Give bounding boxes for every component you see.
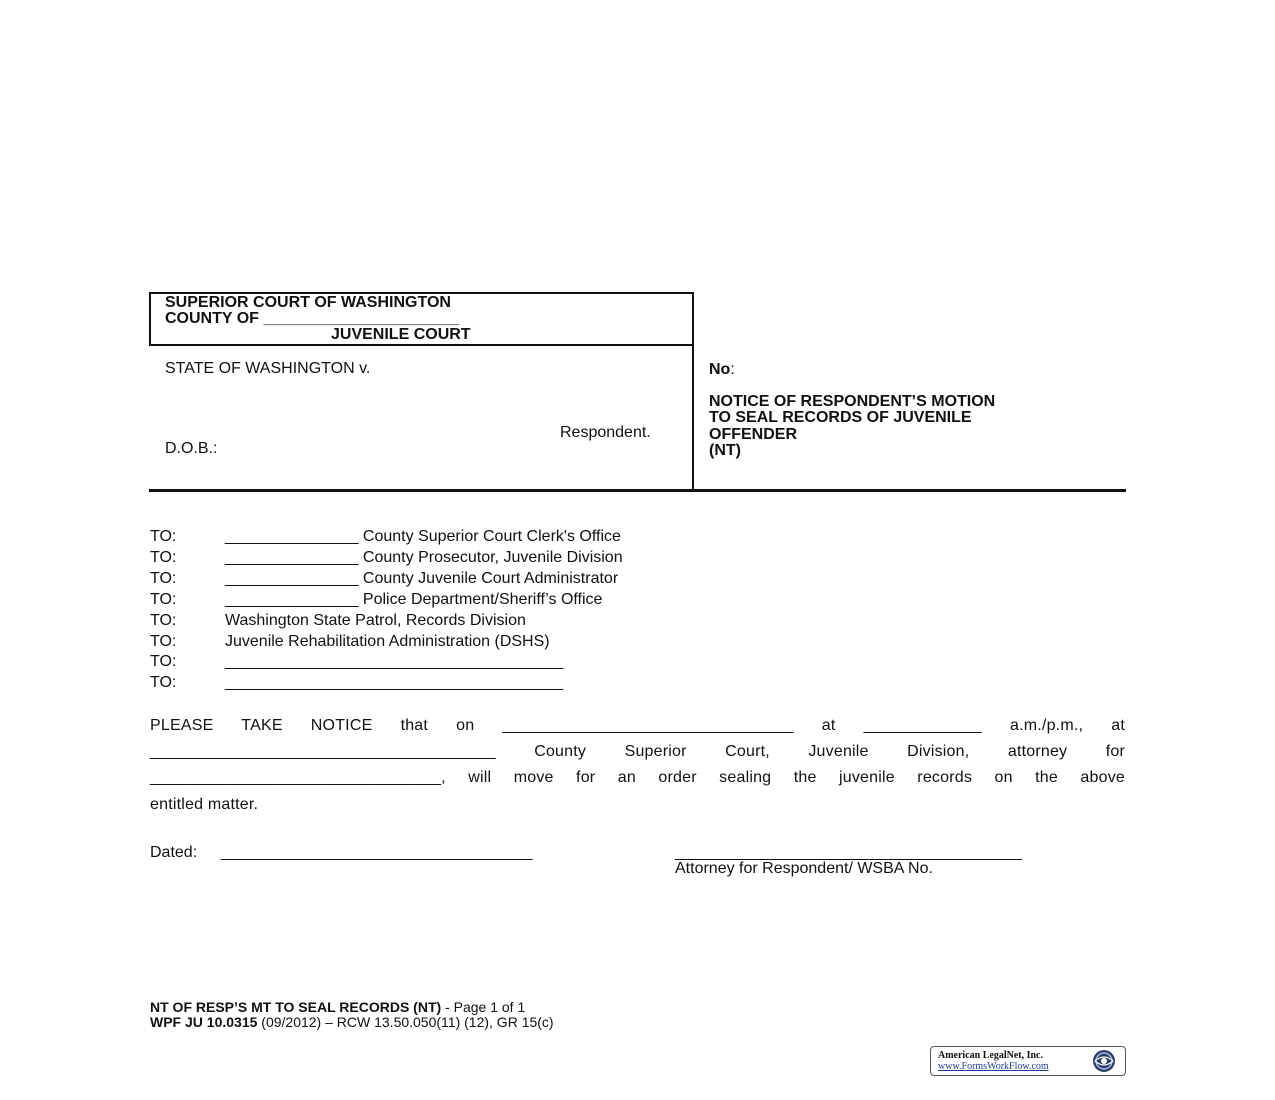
signature-blank: _______________________________________ (675, 844, 1023, 861)
recipient-label: TO: (150, 612, 177, 629)
document-title-line4: (NT) (709, 442, 741, 459)
dob-label: D.O.B.: (165, 440, 218, 457)
globe-icon (1089, 1048, 1119, 1074)
juvenile-court-label: JUVENILE COURT (331, 326, 471, 343)
caption-divider-vertical (692, 292, 694, 491)
footer-line2: WPF JU 10.0315 (09/2012) – RCW 13.50.050(11) (12), GR 15(c) (150, 1014, 554, 1030)
recipient-police: _______________ Police Department/Sheriff’s Office (225, 591, 603, 608)
party-name: STATE OF WASHINGTON v. (165, 360, 371, 377)
document-title-line3: OFFENDER (709, 426, 797, 443)
footer-line1: NT OF RESP’S MT TO SEAL RECORDS (NT) - Page 1 of 1 (150, 999, 526, 1015)
recipient-blank: ______________________________________ (225, 653, 564, 670)
respondent-label: Respondent. (560, 424, 651, 441)
logo-url-link[interactable]: www.FormsWorkFlow.com (938, 1061, 1049, 1072)
recipient-label: TO: (150, 674, 177, 691)
recipient-label: TO: (150, 591, 177, 608)
recipient-label: TO: (150, 633, 177, 650)
notice-line2: ______________________________________ County Superior Court, Juvenile Division, attorney for (150, 743, 1125, 760)
recipient-label: TO: (150, 528, 177, 545)
american-legalnet-logo[interactable] (930, 1046, 1126, 1076)
recipient-clerk: _______________ County Superior Court Clerk's Office (225, 528, 621, 545)
recipient-administrator: _______________ County Juvenile Court Administrator (225, 570, 619, 587)
dated-blank: ___________________________________ (221, 844, 533, 861)
caption-divider-horizontal (149, 489, 1126, 492)
recipient-label: TO: (150, 549, 177, 566)
document-title-line1: NOTICE OF RESPONDENT’S MOTION (709, 393, 996, 410)
recipient-label: TO: (150, 653, 177, 670)
recipient-prosecutor: _______________ County Prosecutor, Juvenile Division (225, 549, 623, 566)
document-title-line2: TO SEAL RECORDS OF JUVENILE (709, 409, 972, 426)
logo-name: American LegalNet, Inc. (938, 1050, 1043, 1061)
notice-line1: PLEASE TAKE NOTICE that on ________________________________ at _____________ a.m./p.m., at (150, 717, 1125, 734)
notice-line3: ________________________________, will move for an order sealing the juvenile records on the above (150, 769, 1125, 786)
recipient-dshs: Juvenile Rehabilitation Administration (DSHS) (225, 633, 550, 650)
dated-label: Dated: (150, 844, 198, 861)
attorney-label: Attorney for Respondent/ WSBA No. (675, 860, 933, 877)
court-name: SUPERIOR COURT OF WASHINGTON (165, 294, 451, 311)
case-number-label: No: (709, 361, 735, 378)
recipient-blank: ______________________________________ (225, 674, 564, 691)
notice-line4: entitled matter. (150, 796, 259, 813)
recipient-state-patrol: Washington State Patrol, Records Division (225, 612, 526, 629)
county-line: COUNTY OF ______________________ (165, 310, 460, 327)
recipient-label: TO: (150, 570, 177, 587)
